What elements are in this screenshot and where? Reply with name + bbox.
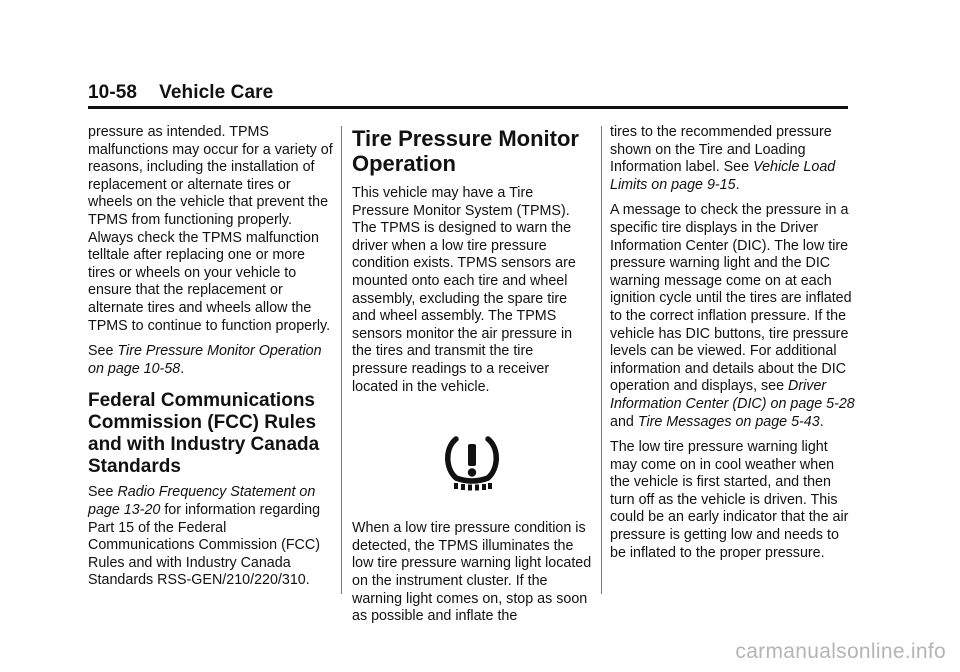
fcc-paragraph [88, 484, 334, 590]
tpms-malfunction-paragraph: pressure as intended. TPMS malfunctions may occur for a variety of reasons, including the installation of replacement or alternate tires or wheels on the vehicle that prevent the TPMS from functioning properly. Always check the TPMS malfunction telltale after replacing one or more tires or wheels on your vehicle to ensure that the replacement or alternate tires and wheels allow the TPMS to continue to function properly. [88, 124, 333, 334]
vehicle-load-limits-link[interactable]: Vehicle Load Limits on page 9-15 [610, 159, 836, 193]
column-divider-2 [601, 126, 602, 594]
recommended-pressure-paragraph [610, 124, 856, 194]
column-1 [88, 124, 334, 598]
tpms-intro-paragraph: This vehicle may have a Tire Pressure Monitor System (TPMS). The TPMS is designed to warn the driver when a low tire pressure condition exists. TPMS sensors are mounted onto each tire and wheel assembly, excluding the spare tire and wheel assembly. The TPMS sensors monitor the air pressure in the tires and transmit the tire pressure readings to a receiver located in the vehicle. [352, 185, 576, 395]
see-reference-paragraph [88, 343, 334, 378]
icon-container [352, 434, 592, 492]
header-rule [88, 106, 848, 109]
section-title: Vehicle Care [159, 82, 274, 103]
tpms-operation-heading: Tire Pressure Monitor Operation [352, 126, 579, 176]
radio-frequency-link[interactable]: Radio Frequency Statement on page 13-20 [88, 484, 316, 518]
cool-weather-paragraph: The low tire pressure warning light may come on in cool weather when the vehicle is first started, and then turn off as the vehicle is driven. This could be an early indicator that the air pressure is getting low and needs to be inflated to the proper pressure. [610, 439, 849, 561]
watermark: carmanualsonline.info [735, 640, 946, 663]
period: . [180, 360, 185, 377]
fcc-heading: Federal Communications Commission (FCC) Rules and with Industry Canada Standards [88, 390, 320, 478]
dic-message-paragraph [610, 202, 856, 431]
tpms-operation-link[interactable]: Tire Pressure Monitor Operation on page 10-58 [88, 343, 322, 377]
column-divider-1 [341, 126, 342, 594]
column-3 [610, 124, 856, 570]
period: . [735, 176, 740, 193]
dic-text: A message to check the pressure in a specific tire displays in the Driver Information Center (DIC). The low tire pressure warning light and the DIC warning message come on at each ignition cycle until the tires are inflated to the correct inflation pressure. If the vehicle has DIC buttons, tire pressure levels can be viewed. For additional information and details about the DIC operation and displays, see [610, 202, 852, 395]
dic-link[interactable]: Driver Information Center (DIC) on page 5-28 [610, 378, 855, 412]
page-header [88, 82, 273, 104]
fcc-rest-text: for information regarding Part 15 of the Federal Communications Commission (FCC) Rules and with Industry Canada Standards RSS-GEN/210/220/310. [88, 501, 321, 589]
see-text: See [88, 484, 114, 501]
page-number: 10-58 [88, 82, 138, 103]
see-text: See [88, 343, 114, 360]
tire-messages-link[interactable]: Tire Messages on page 5-43 [637, 413, 820, 430]
tire-pressure-warning-icon [442, 434, 502, 492]
and-text: and [610, 413, 634, 430]
low-pressure-paragraph: When a low tire pressure condition is detected, the TPMS illuminates the low tire pressure warning light located on the instrument cluster. If the warning light comes on, stop as soon as possible and inflate the [352, 520, 592, 625]
period: . [819, 413, 824, 430]
column-2 [352, 124, 592, 634]
recommended-text: tires to the recommended pressure shown on the Tire and Loading Information label. See [610, 124, 832, 176]
